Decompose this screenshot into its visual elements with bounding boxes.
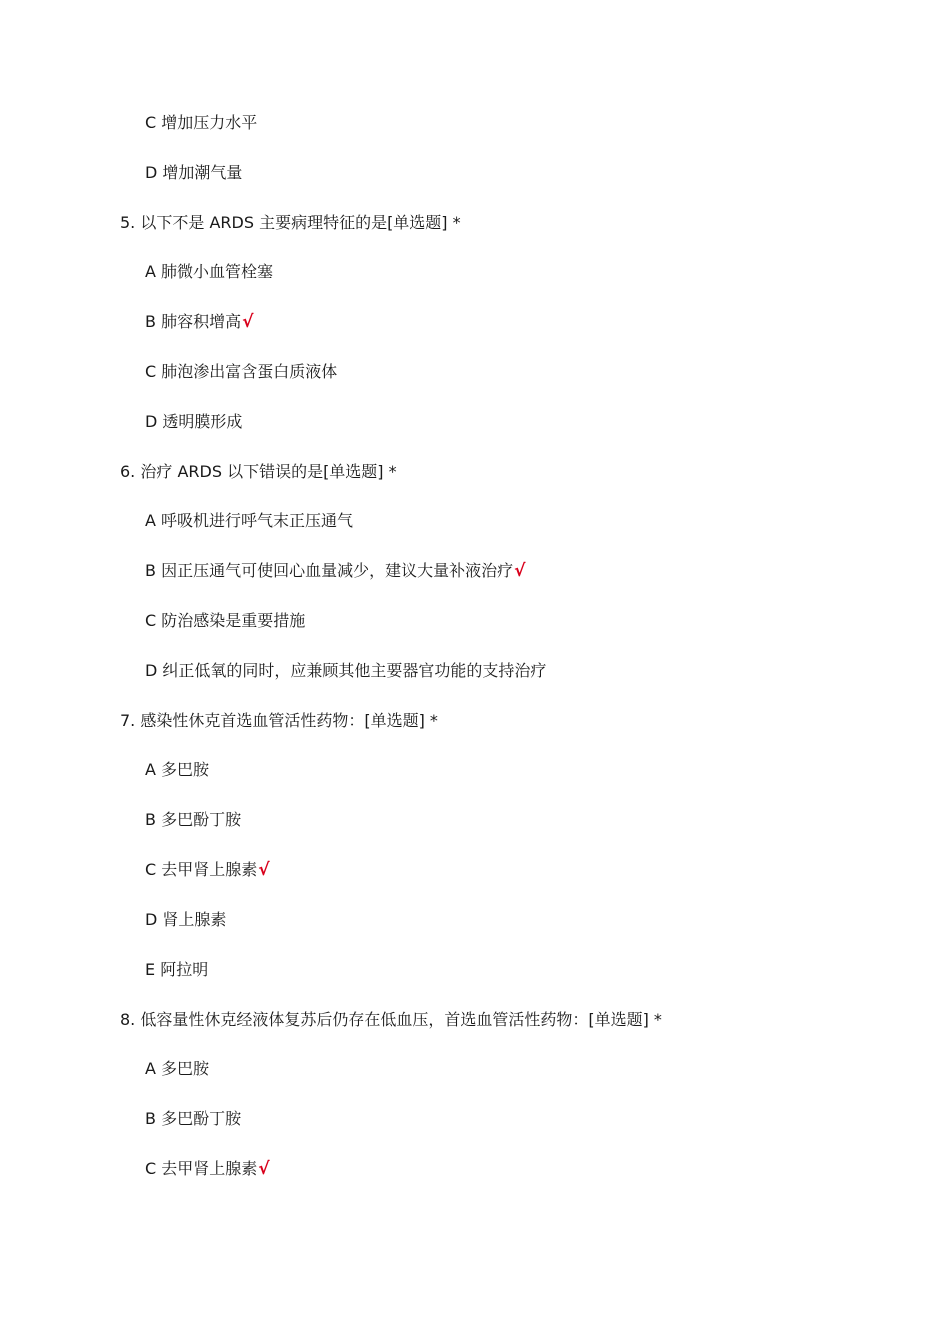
question-title: [120, 709, 438, 733]
question-text: 8. 低容量性休克经液体复苏后仍存在低血压，首选血管活性药物：[单选题] *: [120, 1010, 662, 1029]
option-text: D 纠正低氧的同时，应兼顾其他主要器官功能的支持治疗: [145, 661, 547, 680]
option-text: A 多巴胺: [145, 1059, 210, 1078]
question-text: 6. 治疗 ARDS 以下错误的是[单选题] *: [120, 462, 397, 481]
option-text: C 防治感染是重要措施: [145, 611, 306, 630]
option-line: [145, 161, 242, 185]
option-line: [145, 310, 253, 334]
option-line: [145, 659, 546, 683]
option-text: C 肺泡渗出富含蛋白质液体: [145, 362, 338, 381]
option-line: [145, 111, 257, 135]
option-line: [145, 609, 305, 633]
option-text: C 去甲肾上腺素: [145, 1159, 258, 1178]
option-text: C 去甲肾上腺素: [145, 860, 258, 879]
option-line: [145, 808, 241, 832]
option-text: E 阿拉明: [145, 960, 209, 979]
option-text: B 因正压通气可使回心血量减少，建议大量补液治疗: [145, 561, 514, 580]
option-line: [145, 1107, 241, 1131]
option-text: D 透明膜形成: [145, 412, 243, 431]
option-text: A 肺微小血管栓塞: [145, 262, 274, 281]
option-text: D 增加潮气量: [145, 163, 243, 182]
option-line: [145, 908, 226, 932]
option-text: A 多巴胺: [145, 760, 210, 779]
option-line: [145, 758, 209, 782]
option-line: [145, 1157, 270, 1181]
option-text: A 呼吸机进行呼气末正压通气: [145, 511, 354, 530]
question-title: [120, 211, 461, 235]
option-line: [145, 260, 273, 284]
question-text: 5. 以下不是 ARDS 主要病理特征的是[单选题] *: [120, 213, 461, 232]
option-text: B 多巴酚丁胺: [145, 1109, 242, 1128]
correct-check-icon: √: [242, 312, 254, 332]
correct-check-icon: √: [258, 1159, 270, 1179]
question-title: [120, 460, 397, 484]
option-text: B 多巴酚丁胺: [145, 810, 242, 829]
option-text: B 肺容积增高: [145, 312, 242, 331]
option-line: [145, 858, 270, 882]
option-line: [145, 958, 208, 982]
option-line: [145, 360, 337, 384]
question-title: [120, 1008, 662, 1032]
option-text: C 增加压力水平: [145, 113, 258, 132]
option-line: [145, 1057, 209, 1081]
question-text: 7. 感染性休克首选血管活性药物：[单选题] *: [120, 711, 438, 730]
option-line: [145, 410, 242, 434]
correct-check-icon: √: [258, 860, 270, 880]
option-line: [145, 559, 525, 583]
correct-check-icon: √: [514, 561, 526, 581]
option-line: [145, 509, 353, 533]
option-text: D 肾上腺素: [145, 910, 227, 929]
